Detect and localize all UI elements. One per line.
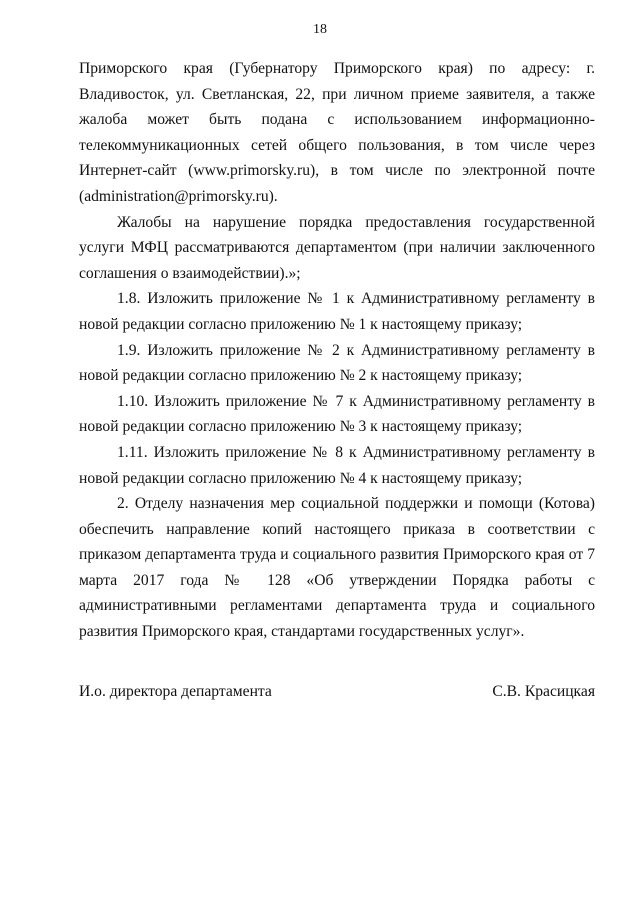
signatory-name: С.В. Красицкая [492, 683, 595, 700]
document-body [79, 56, 595, 645]
paragraph-1-8: 1.8. Изложить приложение № 1 к Административному регламенту в новой редакции согласно приложению № 1 к настоящему приказу; [79, 290, 595, 333]
paragraph-2: 2. Отделу назначения мер социальной поддержки и помощи (Котова) обеспечить направление копий настоящего приказа в соответствии с приказом департамента труда и социального развития Приморского края от 7 марта 2017 года № 128 «Об утверждении Порядка работы с административными регламентами департамента труда и социального развития Приморского края, стандартами государственных услуг». [79, 495, 595, 641]
signatory-position: И.о. директора департамента [79, 683, 272, 700]
paragraph-mfc-complaints: Жалобы на нарушение порядка предоставления государственной услуги МФЦ рассматриваются департаментом (при наличии заключенного соглашения о взаимодействии).»; [79, 213, 595, 282]
paragraph-1-9: 1.9. Изложить приложение № 2 к Административному регламенту в новой редакции согласно приложению № 2 к настоящему приказу; [79, 341, 595, 385]
paragraph-1-10: 1.10. Изложить приложение № 7 к Административному регламенту в новой редакции согласно приложению № 3 к настоящему приказу; [79, 392, 595, 436]
paragraph-1-11: 1.11. Изложить приложение № 8 к Административному регламенту в новой редакции согласно приложению № 4 к настоящему приказу; [79, 443, 595, 487]
signature-block [79, 679, 595, 705]
page-number: 18 [313, 22, 327, 37]
paragraph-intro: Приморского края (Губернатору Приморского края) по адресу: г. Владивосток, ул. Светланская, 22, при личном приеме заявителя, а также жалоба может быть подана с использованием информационно-телекоммуникационных сетей общего пользования, в том числе через Интернет-сайт (www.primorsky.ru), в том числе по электронной почте (administration@primorsky.ru). [79, 60, 595, 205]
